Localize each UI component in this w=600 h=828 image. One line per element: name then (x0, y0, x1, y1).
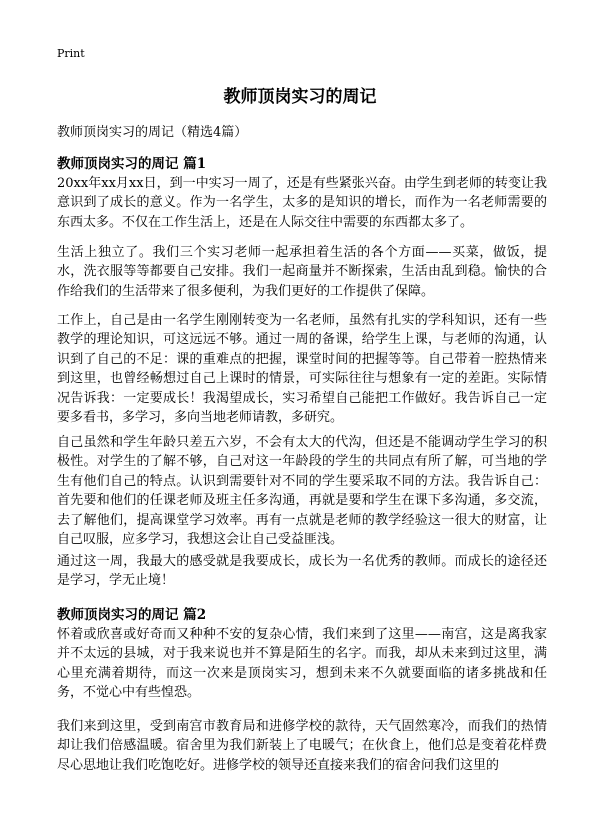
document-title: 教师顶岗实习的周记 (223, 87, 377, 107)
document-subtitle: 教师顶岗实习的周记（精选4篇） (57, 125, 248, 140)
section-heading-2: 教师顶岗实习的周记 篇2 (57, 607, 207, 623)
paragraph: 我们来到这里，受到南宫市教育局和进修学校的款待，天气固然寒冷，而我们的热情却让我们倍感温暖。宿舍里为我们新装上了电暖气；在伙食上，他们总是变着花样费尽心思地让我们吃饱吃好。进修学校的领导还直接来我们的宿舍问我们这里的 (57, 719, 547, 773)
print-label: Print (57, 47, 85, 60)
paragraph: 自己虽然和学生年龄只差五六岁，不会有太大的代沟，但还是不能调动学生学习的积极性。对学生的了解不够，自己对这一年龄段的学生的共同点有所了解，可当地的学生有他们自己的特点。认识到需要针对不同的学生要采取不同的方法。我告诉自己：首先要和他们的任课老师及班主任多沟通，再就是要和学生在课下多沟通，多交流，去了解他们，提高课堂学习效率。再有一点就是老师的教学经验这一很大的财富，让自己叹服，应多学习，我想这会让自己受益匪浅。 (57, 435, 547, 548)
paragraph: 通过这一周，我最大的感受就是我要成长，成长为一名优秀的教师。而成长的途径还是学习，学无止境！ (57, 554, 547, 589)
paragraph: 怀着或欣喜或好奇而又种种不安的复杂心情，我们来到了这里——南宫，这是离我家并不太远的县城，对于我来说也并不算是陌生的名字。而我，却从未来到过这里，满心里充满着期待，而这一次来是顶岗实习，想到未来不久就要面临的诸多挑战和任务，不觉心中有些惶恐。 (57, 627, 547, 701)
paragraph: 20xx年xx月xx日，到一中实习一周了，还是有些紧张兴奋。由学生到老师的转变让我意识到了成长的意义。作为一名学生，太多的是知识的增长，而作为一名老师需要的东西太多。不仅在工作生活上，还是在人际交往中需要的东西都太多了。 (57, 176, 547, 230)
section-heading-1: 教师顶岗实习的周记 篇1 (57, 156, 207, 172)
paragraph: 工作上，自己是由一名学生刚刚转变为一名老师，虽然有扎实的学科知识，还有一些教学的理论知识，可这远远不够。通过一周的备课，给学生上课，与老师的沟通，认识到了自己的不足：课的重难点的把握，课堂时间的把握等等。自己带着一腔热情来到这里，也曾经畅想过自己上课时的情景，可实际往往与想象有一定的差距。实际情况告诉我：一定要成长！我渴望成长，实习希望自己能把工作做好。我告诉自己一定要多看书，多学习，多向当地老师请教，多研究。 (57, 313, 547, 426)
paragraph: 生活上独立了。我们三个实习老师一起承担着生活的各个方面——买菜，做饭，提水，洗衣服等等都要自己安排。我们一起商量并不断探索，生活由乱到稳。愉快的合作给我们的生活带来了很多便利，为我们更好的工作提供了保障。 (57, 245, 547, 299)
